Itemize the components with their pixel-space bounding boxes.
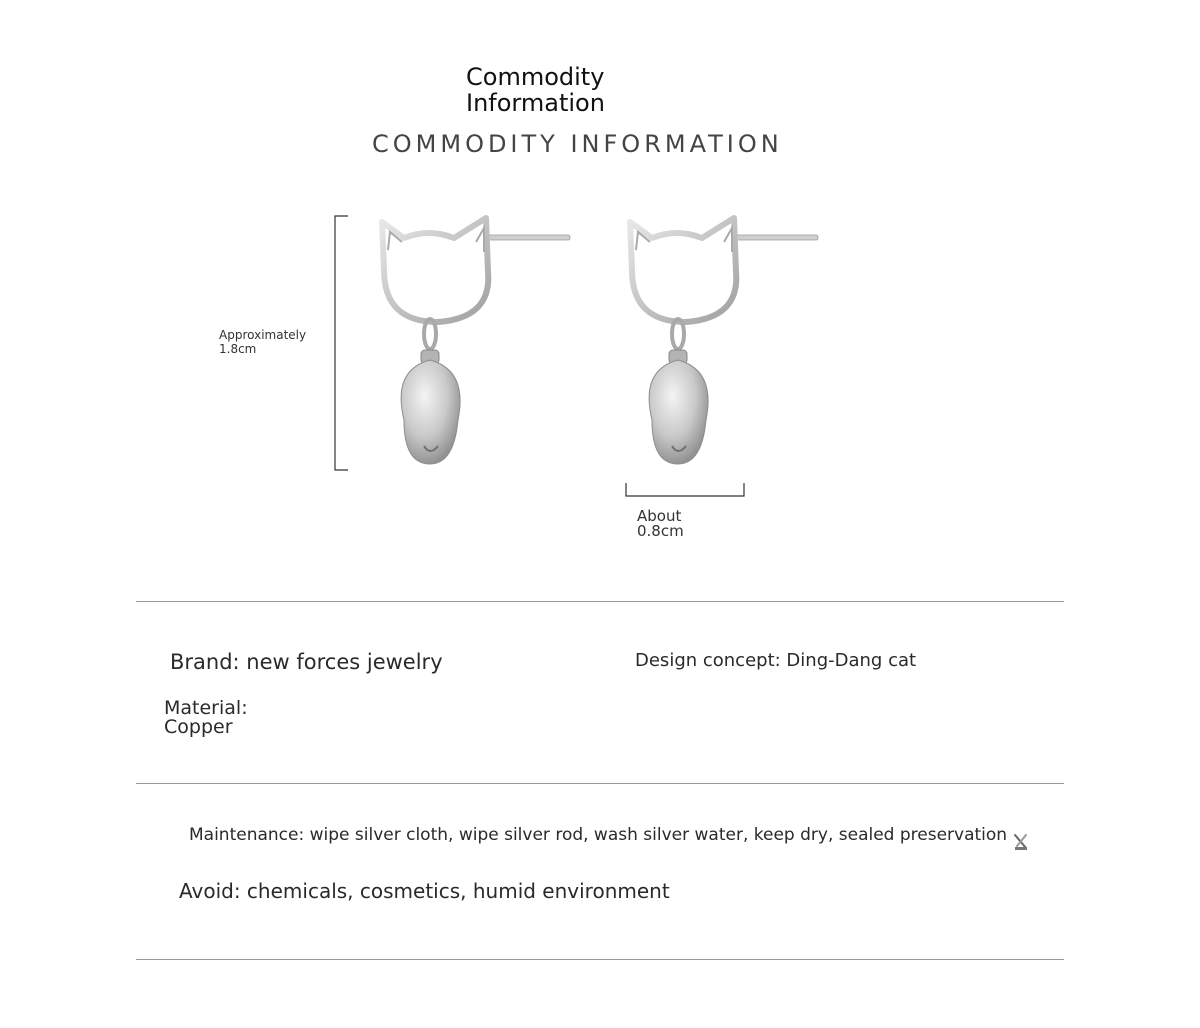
width-dimension-bracket	[622, 480, 750, 502]
brand-text: Brand: new forces jewelry	[170, 650, 443, 674]
tools-icon	[1012, 832, 1030, 852]
width-dimension-label: About 0.8cm	[637, 507, 684, 540]
design-concept-text: Design concept: Ding-Dang cat	[635, 650, 917, 671]
page-title: Commodity Information	[466, 63, 605, 117]
height-dimension-bracket	[330, 212, 354, 474]
cat-bell-earring-left	[374, 210, 576, 472]
divider-middle	[136, 783, 1064, 784]
avoid-text: Avoid: chemicals, cosmetics, humid environment	[179, 879, 670, 903]
page-subtitle: COMMODITY INFORMATION	[372, 130, 783, 158]
maintenance-text: Maintenance: wipe silver cloth, wipe silver rod, wash silver water, keep dry, sealed preservation	[189, 825, 1008, 845]
divider-top	[136, 601, 1064, 602]
material-text: Material: Copper	[164, 697, 248, 738]
height-dimension-label: Approximately 1.8cm	[219, 328, 307, 356]
cat-bell-earring-right	[622, 210, 824, 472]
divider-bottom	[136, 959, 1064, 960]
